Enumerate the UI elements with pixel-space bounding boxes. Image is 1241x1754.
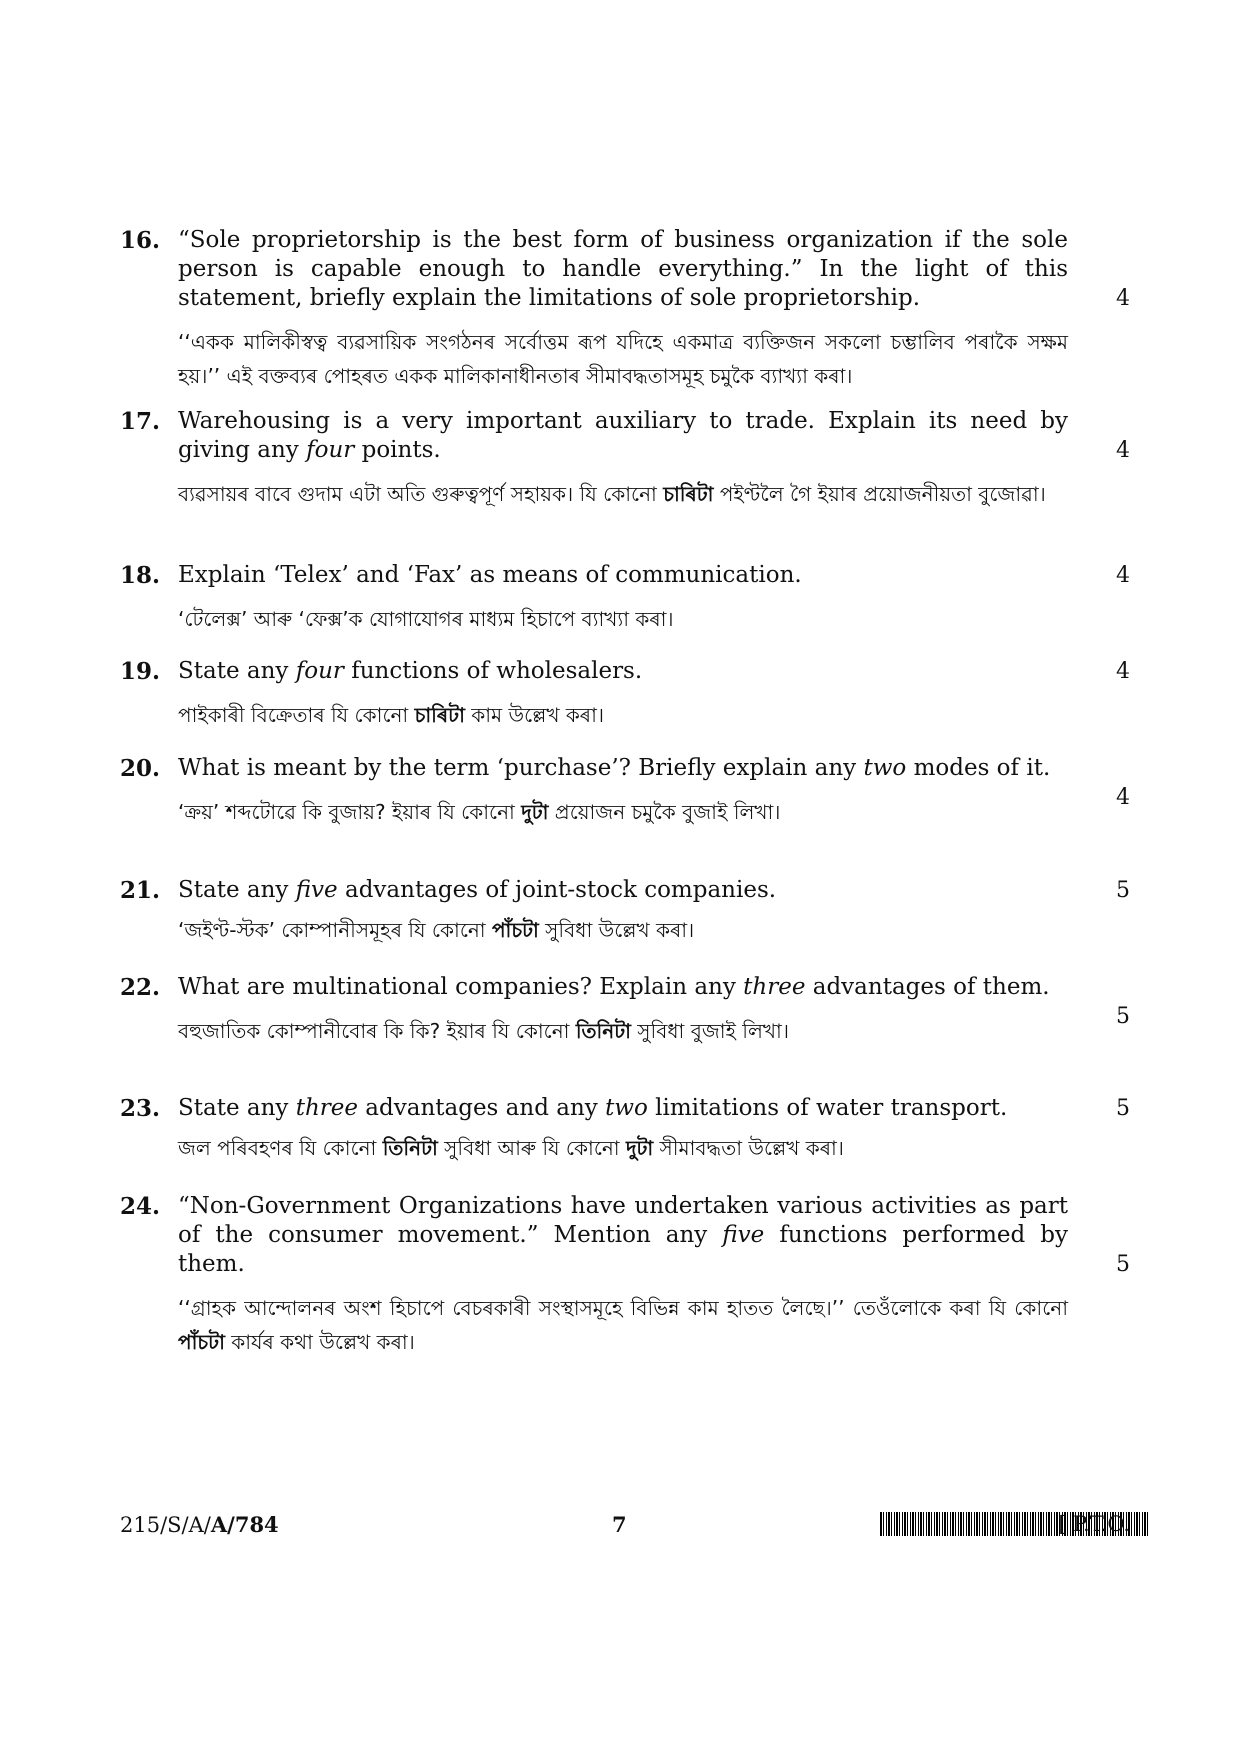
question-text-english: Warehousing is a very important auxiliary to trade. Explain its need by giving any four points. [178,408,1068,463]
marks: 5 [1116,878,1130,903]
emphasis: দুটা [625,1136,654,1160]
question-21 [120,876,1130,947]
marks: 4 [1116,286,1130,311]
emphasis: পাঁচটা [491,918,539,942]
question-number: 20. [120,755,161,782]
question-text-assamese: বহুজাতিক কোম্পানীবোৰ কি কি? ইয়াৰ যি কোনো তিনিটা সুবিধা বুজাই লিখা। [178,1019,789,1043]
emphasis: five [295,877,338,903]
emphasis: five [722,1222,765,1248]
question-number: 18. [120,562,161,589]
emphasis: তিনিটা [575,1019,631,1043]
question-22 [120,973,1130,1048]
pto-label: [ P.T.O. [1058,1512,1130,1536]
question-text-assamese: ব্যৱসায়ৰ বাবে গুদাম এটা অতি গুৰুত্বপূৰ্ণ সহায়ক। যি কোনো চাৰিটা পইণ্টলৈ গৈ ইয়াৰ প্ৰয়োজনীয়তা বুজোৱা। [178,482,1046,506]
question-text-english: State any four functions of wholesalers. [178,658,643,684]
marks: 5 [1116,1004,1130,1029]
question-18 [120,561,1130,636]
question-text-assamese: জল পৰিবহণৰ যি কোনো তিনিটা সুবিধা আৰু যি কোনো দুটা সীমাবদ্ধতা উল্লেখ কৰা। [178,1136,844,1160]
question-20 [120,754,1130,829]
question-text-assamese: ‘টেলেক্স’ আৰু ‘ফেক্স’ক যোগাযোগৰ মাধ্যম হিচাপে ব্যাখ্যা কৰা। [178,607,674,631]
marks: 4 [1116,563,1130,588]
question-16 [120,226,1130,393]
emphasis: চাৰিটা [663,482,714,506]
marks: 5 [1116,1096,1130,1121]
question-number: 17. [120,408,161,435]
marks: 4 [1116,785,1130,810]
question-text-assamese: ‘ক্ৰয়’ শব্দটোৱে কি বুজায়? ইয়াৰ যি কোনো দুটা প্ৰয়োজন চমুকৈ বুজাই লিখা। [178,800,781,824]
marks: 4 [1116,659,1130,684]
question-text-english: “Non-Government Organizations have undertaken various activities as part of the consumer movement.” Mention any five functions performed by them. [178,1193,1069,1277]
question-text-assamese: ‘‘একক মালিকীস্বত্ব ব্যৱসায়িক সংগঠনৰ সৰ্বোত্তম ৰূপ যদিহে একমাত্ৰ ব্যক্তিজন সকলো চম্ভালিব পৰাকৈ সক্ষম হয়।’’ এই বক্তব্যৰ পোহৰত একক মালিকানাধীনতাৰ সীমাবদ্ধতাসমূহ চমুকৈ ব্যাখ্যা কৰা। [178,330,1068,388]
question-text-english: What are multinational companies? Explain any three advantages of them. [178,974,1050,1000]
question-number: 21. [120,877,161,904]
question-23 [120,1094,1130,1165]
question-text-english: Explain ‘Telex’ and ‘Fax’ as means of communication. [178,562,802,588]
question-19 [120,657,1130,732]
question-text-assamese: ‘জইণ্ট-স্টক’ কোম্পানীসমূহৰ যি কোনো পাঁচটা সুবিধা উল্লেখ কৰা। [178,918,695,942]
emphasis: চাৰিটা [414,703,465,727]
question-text-english: “Sole proprietorship is the best form of business organization if the sole person is capable enough to handle everything.” In the light of this statement, briefly explain the limitations of sole proprietorship. [178,227,1068,311]
marks: 4 [1116,438,1130,463]
question-text-english: State any five advantages of joint-stock companies. [178,877,777,903]
emphasis: পাঁচটা [178,1330,225,1354]
emphasis: four [306,437,355,463]
question-text-assamese: ‘‘গ্ৰাহক আন্দোলনৰ অংশ হিচাপে বেচৰকাৰী সংস্থাসমূহে বিভিন্ন কাম হাতত লৈছে।’’ তেওঁলোকে কৰা যি কোনো পাঁচটা কাৰ্যৰ কথা উল্লেখ কৰা। [178,1296,1068,1354]
question-number: 23. [120,1095,161,1122]
page-number: 7 [612,1512,627,1537]
marks: 5 [1116,1252,1130,1277]
question-text-english: State any three advantages and any two limitations of water transport. [178,1095,1008,1121]
question-number: 19. [120,658,161,685]
question-number: 24. [120,1193,161,1220]
emphasis: two [605,1095,648,1121]
question-number: 16. [120,227,161,254]
page-footer [120,1512,1130,1542]
question-text-assamese: পাইকাৰী বিক্ৰেতাৰ যি কোনো চাৰিটা কাম উল্লেখ কৰা। [178,703,605,727]
emphasis: three [295,1095,358,1121]
emphasis: four [295,658,344,684]
paper-code: 215/S/A/A/784 [120,1512,279,1537]
emphasis: two [863,755,907,781]
question-24 [120,1192,1130,1359]
emphasis: তিনিটা [382,1136,438,1160]
emphasis: three [743,974,806,1000]
question-text-english: What is meant by the term ‘purchase’? Briefly explain any two modes of it. [178,755,1051,781]
emphasis: দুটা [521,800,549,824]
question-17 [120,407,1130,511]
question-number: 22. [120,974,161,1001]
